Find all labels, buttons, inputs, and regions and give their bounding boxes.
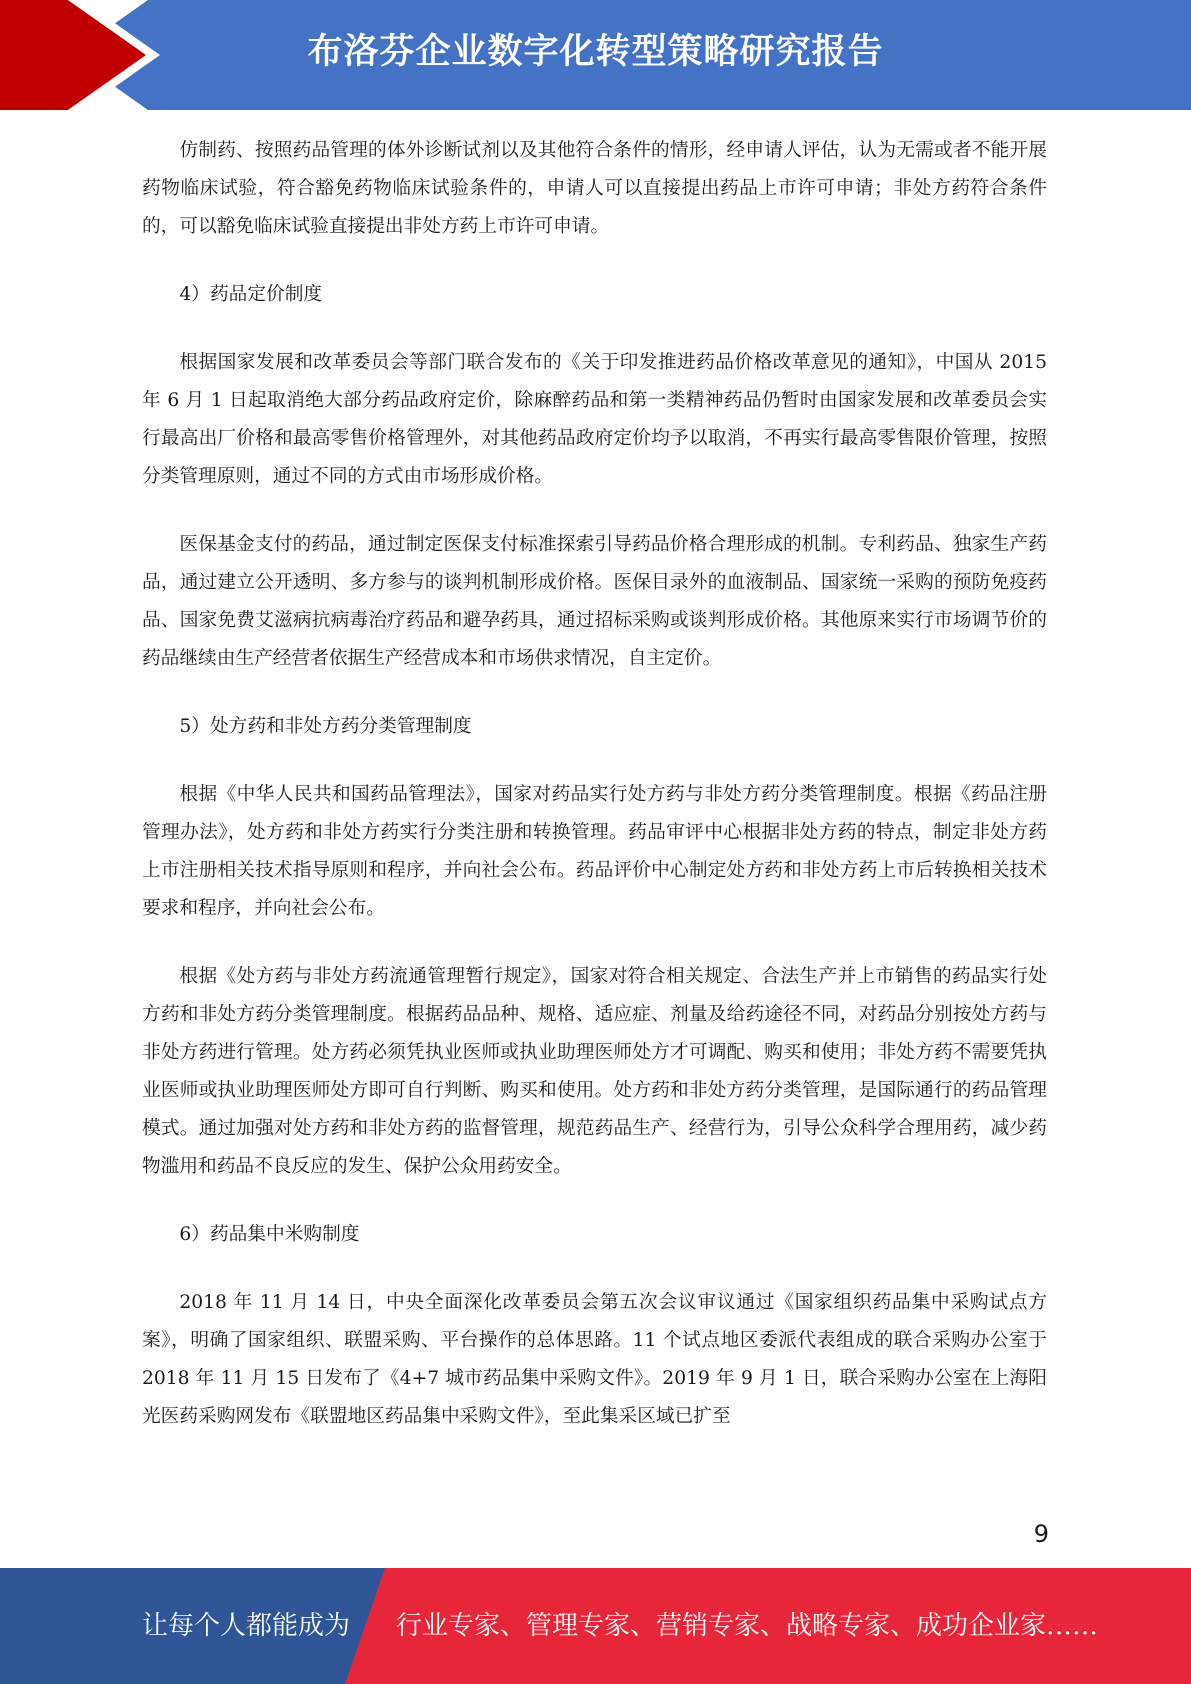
page-number: 9 — [1033, 1520, 1049, 1548]
report-title: 布洛芬企业数字化转型策略研究报告 — [307, 32, 884, 72]
footer-slogan-left: 让每个人都能成为 — [142, 1611, 351, 1641]
document-body — [142, 132, 1047, 1436]
paragraph: 仿制药、按照药品管理的体外诊断试剂以及其他符合条件的情形，经申请人评估，认为无需或者不能开展药物临床试验，符合豁免药物临床试验条件的，申请人可以直接提出药品上市许可申请；非处方药符合条件的，可以豁免临床试验直接提出非处方药上市许可申请。 — [142, 140, 1047, 237]
paragraph: 医保基金支付的药品，通过制定医保支付标准探索引导药品价格合理形成的机制。专利药品、独家生产药品，通过建立公开透明、多方参与的谈判机制形成价格。医保目录外的血液制品、国家统一采购的预防免疫药品、国家免费艾滋病抗病毒治疗药品和避孕药具，通过招标采购或谈判形成价格。其他原来实行市场调节价的药品继续由生产经营者依据生产经营成本和市场供求情况，自主定价。 — [142, 534, 1047, 669]
section-heading: 5）处方药和非处方药分类管理制度 — [179, 716, 472, 737]
paragraph: 2018 年 11 月 14 日，中央全面深化改革委员会第五次会议审议通过《国家组织药品集中采购试点方案》，明确了国家组织、联盟采购、平台操作的总体思路。11 个试点地区委派代表组成的联合采购办公室于 2018 年 11 月 15 日发布了《4+7 城市药品集中采购文件》。2019 年 9 月 1 日，联合采购办公室在上海阳光医药采购网发布《联盟地区药品集中采购文件》，至此集采区域已扩至 — [142, 1292, 1047, 1427]
paragraph: 根据国家发展和改革委员会等部门联合发布的《关于印发推进药品价格改革意见的通知》，中国从 2015 年 6 月 1 日起取消绝大部分药品政府定价，除麻醉药品和第一类精神药品仍暂时由国家发展和改革委员会实行最高出厂价格和最高零售价格管理外，对其他药品政府定价均予以取消，不再实行最高零售限价管理，按照分类管理原则，通过不同的方式由市场形成价格。 — [142, 352, 1047, 487]
section-heading: 4）药品定价制度 — [179, 284, 323, 305]
footer-slogan-right: 行业专家、管理专家、营销专家、战略专家、成功企业家…… — [396, 1611, 1099, 1641]
paragraph: 根据《处方药与非处方药流通管理暂行规定》，国家对符合相关规定、合法生产并上市销售的药品实行处方药和非处方药分类管理制度。根据药品品种、规格、适应症、剂量及给药途径不同，对药品分别按处方药与非处方药进行管理。处方药必须凭执业医师或执业助理医师处方才可调配、购买和使用；非处方药不需要凭执业医师或执业助理医师处方即可自行判断、购买和使用。处方药和非处方药分类管理，是国际通行的药品管理模式。通过加强对处方药和非处方药的监督管理，规范药品生产、经营行为，引导公众科学合理用药，减少药物滥用和药品不良反应的发生、保护公众用药安全。 — [142, 966, 1047, 1177]
paragraph: 根据《中华人民共和国药品管理法》，国家对药品实行处方药与非处方药分类管理制度。根据《药品注册管理办法》，处方药和非处方药实行分类注册和转换管理。药品审评中心根据非处方药的特点，制定非处方药上市注册相关技术指导原则和程序，并向社会公布。药品评价中心制定处方药和非处方药上市后转换相关技术要求和程序，并向社会公布。 — [142, 784, 1047, 919]
page-header — [0, 0, 1191, 110]
section-heading: 6）药品集中米购制度 — [179, 1224, 360, 1245]
page-footer — [0, 1568, 1191, 1684]
